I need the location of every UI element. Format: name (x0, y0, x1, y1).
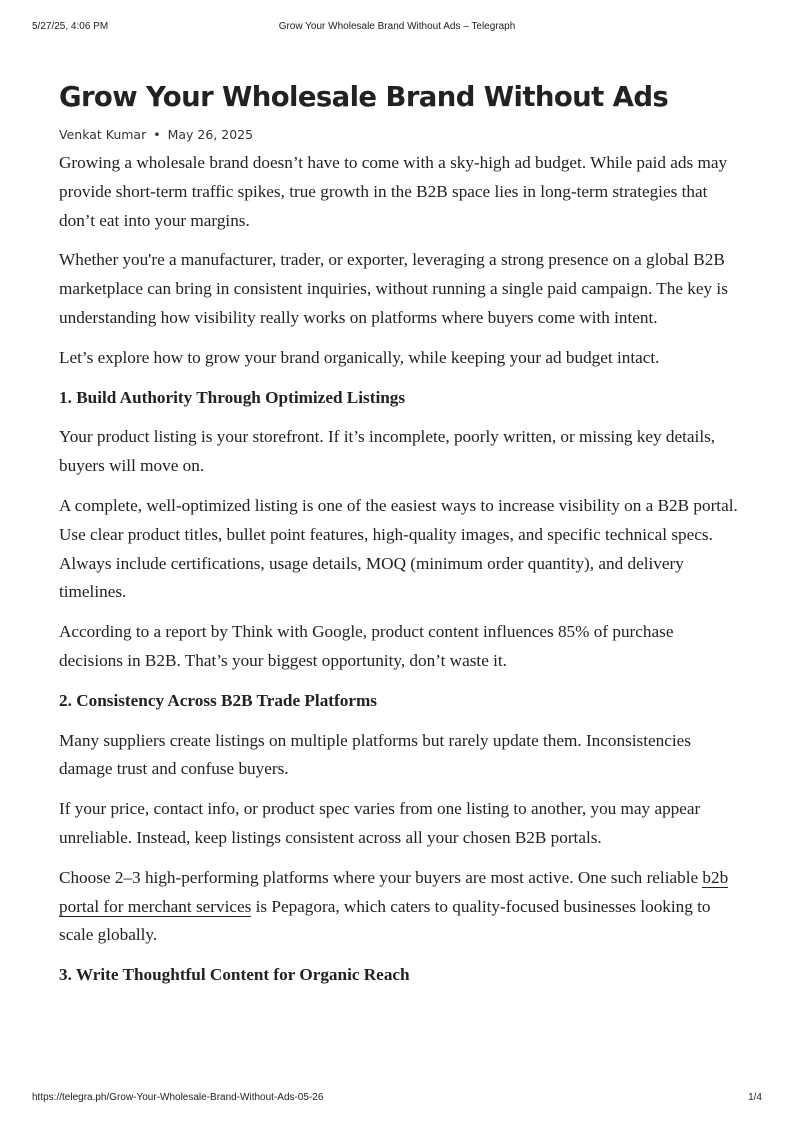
article-title: Grow Your Wholesale Brand Without Ads (59, 81, 669, 113)
author-name[interactable]: Venkat Kumar (59, 127, 147, 142)
section-heading-1: 1. Build Authority Through Optimized Listings (59, 387, 406, 407)
paragraph: According to a report by Think with Google, product content influences 85% of purchase decisions in B2B. That’s your biggest opportunity, don’t waste it. (59, 622, 674, 670)
byline-separator: • (153, 127, 161, 142)
print-page-title: Grow Your Wholesale Brand Without Ads – Telegraph (278, 21, 516, 32)
link-paragraph-after: is Pepagora, which caters to quality-focused businesses looking to scale globally. (59, 896, 711, 945)
print-footer (32, 1092, 762, 1106)
publish-date: May 26, 2025 (167, 127, 254, 142)
paragraph-with-link (59, 864, 739, 950)
print-url: https://telegra.ph/Grow-Your-Wholesale-Brand-Without-Ads-05-26 (32, 1092, 324, 1103)
link-paragraph-before: Choose 2–3 high-performing platforms where your buyers are most active. One such reliable (59, 867, 703, 887)
paragraph: Let’s explore how to grow your brand organically, while keeping your ad budget intact. (59, 347, 660, 367)
paragraph: If your price, contact info, or product spec varies from one listing to another, you may appear unreliable. Instead, keep listings consistent across all your chosen B2B portals. (59, 799, 701, 847)
section-heading-2: 2. Consistency Across B2B Trade Platforms (59, 690, 377, 710)
paragraph: A complete, well-optimized listing is one of the easiest ways to increase visibility on a B2B portal. Use clear product titles, bullet point features, high-quality images, and specific technical specs. Always include certifications, usage details, MOQ (minimum order quantity), and delivery timelines. (59, 495, 738, 602)
section-heading-3: 3. Write Thoughtful Content for Organic Reach (59, 965, 410, 985)
print-datetime: 5/27/25, 4:06 PM (32, 21, 109, 32)
byline (59, 126, 739, 144)
paragraph: Growing a wholesale brand doesn’t have to come with a sky-high ad budget. While paid ads may provide short-term traffic spikes, true growth in the B2B space lies in long-term strategies that don’t eat into your margins. (59, 153, 728, 230)
paragraph: Many suppliers create listings on multiple platforms but rarely update them. Inconsistencies damage trust and confuse buyers. (59, 730, 691, 779)
article-body (59, 149, 739, 990)
paragraph: Whether you're a manufacturer, trader, or exporter, leveraging a strong presence on a global B2B marketplace can bring in consistent inquiries, without running a single paid campaign. The key is understanding how visibility really works on platforms where buyers come with intent. (59, 250, 728, 327)
print-page-number: 1/4 (748, 1092, 762, 1103)
article (59, 78, 739, 1001)
paragraph: Your product listing is your storefront. If it’s incomplete, poorly written, or missing key details, buyers will move on. (59, 427, 716, 476)
merchant-services-link[interactable]: b2b portal for merchant services (59, 867, 729, 916)
print-header (32, 21, 762, 35)
